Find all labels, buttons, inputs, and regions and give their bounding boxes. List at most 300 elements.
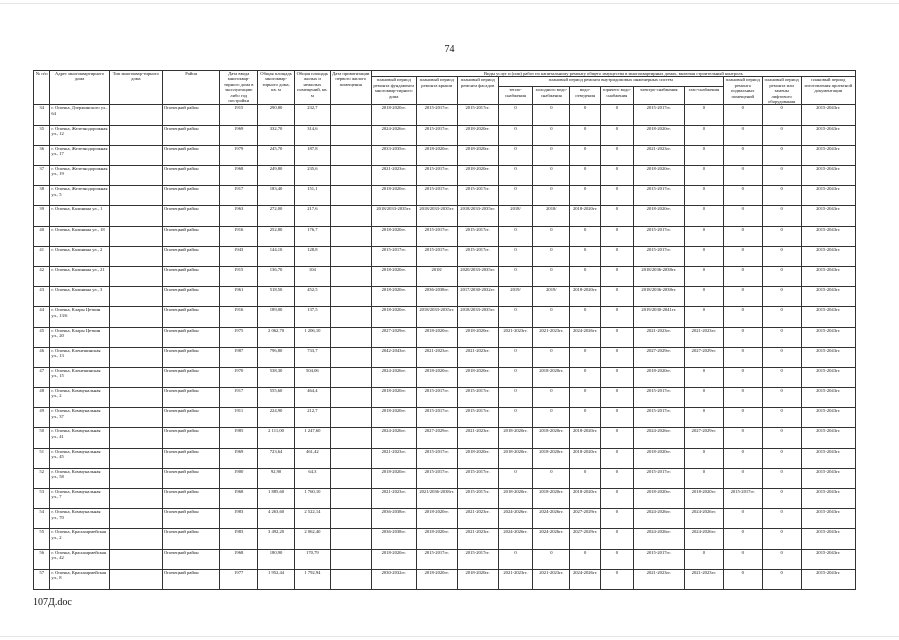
cell-roof: 2018-2020гг. [416,367,457,387]
cell-foundation: 2018-2020гг. [371,287,416,307]
cell-privatization [330,206,371,226]
cell-sewer: 2018-2020гг. [570,206,601,226]
table-row [34,347,856,367]
cell-district: Опочецкий район [162,186,219,206]
cell-total-area: 1 952,44 [258,569,295,589]
cell-elevator: 0 [762,266,801,286]
cell-living-area: 64,3 [294,468,330,488]
table-row [34,105,856,125]
cell-privatization [330,448,371,468]
cell-privatization [330,367,371,387]
cell-elevator: 0 [762,509,801,529]
cell-address: г. Опочка, Коммунальная ул., 2 [50,388,109,408]
cell-foundation: 2024-2026гг. [371,367,416,387]
cell-num: 51 [34,448,50,468]
cell-year: 1969 [220,448,258,468]
cell-elevator: 0 [762,145,801,165]
table-row [34,408,856,428]
header-hot-water: горячего водо-снабжения [600,87,633,105]
cell-cold-water: 0 [533,408,570,428]
cell-num: 46 [34,347,50,367]
cell-district: Опочецкий район [162,509,219,529]
cell-sewer: 0 [570,186,601,206]
cell-district: Опочецкий район [162,226,219,246]
cell-address: г. Опочка, Железнодорожная ул., 5 [50,186,109,206]
cell-hot-water: 0 [600,105,633,125]
table-row [34,468,856,488]
cell-address: г. Опочка, Красноармейская ул., 8 [50,569,109,589]
cell-basement: 0 [723,388,762,408]
table-row [34,388,856,408]
cell-docs: 2015-2043гг. [801,206,855,226]
cell-year: 1916 [220,226,258,246]
cell-foundation: 2015-2017гг. [371,246,416,266]
cell-elevator: 0 [762,428,801,448]
cell-num: 38 [34,186,50,206]
cell-total-area: 2 111,00 [258,428,295,448]
cell-address: г. Опочка, Калинина ул., 21 [50,266,109,286]
cell-heat: 2021-2023гг. [498,569,533,589]
cell-privatization [330,287,371,307]
cell-year: 1983 [220,509,258,529]
cell-docs: 2015-2043гг. [801,408,855,428]
cell-facade: 2018/2033-2035гг. [457,206,498,226]
cell-elevator: 0 [762,125,801,145]
cell-facade: 2015-2017гг. [457,408,498,428]
table-row [34,186,856,206]
cell-hot-water: 0 [600,549,633,569]
cell-elevator: 0 [762,105,801,125]
cell-year: 1983 [220,529,258,549]
cell-cold-water: 2018-2020гг. [533,448,570,468]
cell-sewer: 0 [570,166,601,186]
cell-total-area: 224,90 [258,408,295,428]
cell-num: 53 [34,489,50,509]
cell-district: Опочецкий район [162,287,219,307]
cell-living-area: 733,7 [294,347,330,367]
cell-foundation: 2018-2020гг. [371,105,416,125]
cell-district: Опочецкий район [162,529,219,549]
cell-foundation: 2036-2038гг. [371,529,416,549]
cell-sewer: 0 [570,549,601,569]
cell-type [109,347,162,367]
cell-num: 35 [34,125,50,145]
cell-roof: 2015-2017гг. [416,105,457,125]
cell-docs: 2015-2043гг. [801,266,855,286]
cell-total-area: 92,90 [258,468,295,488]
cell-district: Опочецкий район [162,428,219,448]
cell-type [109,549,162,569]
cell-num: 34 [34,105,50,125]
cell-district: Опочецкий район [162,206,219,226]
cell-hot-water: 0 [600,186,633,206]
cell-foundation: 2021-2023гг. [371,166,416,186]
table-row [34,125,856,145]
cell-docs: 2015-2043гг. [801,509,855,529]
cell-address: г. Опочка, Клары Цеткин ул., 20 [50,327,109,347]
cell-num: 42 [34,266,50,286]
cell-facade: 2017/2030-2032гг. [457,287,498,307]
cell-living-area: 212,7 [294,408,330,428]
cell-electric: 2018/2036-2038гг. [633,287,684,307]
cell-elevator: 0 [762,327,801,347]
cell-heat: 0 [498,145,533,165]
cell-district: Опочецкий район [162,388,219,408]
cell-total-area: 180,90 [258,549,295,569]
cell-roof: 2015-2017гг. [416,246,457,266]
cell-address: г. Опочка, Железнодорожная ул., 19 [50,166,109,186]
cell-elevator: 0 [762,489,801,509]
cell-hot-water: 0 [600,166,633,186]
cell-type [109,327,162,347]
cell-total-area: 252,80 [258,226,295,246]
cell-facade: 2015-2017гг. [457,246,498,266]
cell-cold-water: 2021-2023гг. [533,569,570,589]
table-row [34,307,856,327]
cell-district: Опочецкий район [162,327,219,347]
cell-hot-water: 0 [600,145,633,165]
cell-year: 1977 [220,569,258,589]
cell-cold-water: 2024-2026гг. [533,509,570,529]
cell-privatization [330,145,371,165]
header-address: Адрес многоквартирного дома [50,71,109,105]
cell-basement: 0 [723,468,762,488]
cell-gas: 0 [684,287,723,307]
cell-living-area: 2 062,40 [294,529,330,549]
cell-electric: 2015-2017гг. [633,246,684,266]
cell-elevator: 0 [762,287,801,307]
cell-gas: 0 [684,388,723,408]
cell-facade: 2018-2020гг. [457,166,498,186]
cell-type [109,125,162,145]
cell-basement: 0 [723,549,762,569]
cell-living-area: 137,5 [294,307,330,327]
cell-basement: 0 [723,125,762,145]
cell-hot-water: 0 [600,266,633,286]
cell-cold-water: 0 [533,105,570,125]
cell-address: г. Опочка, Железнодорожная ул., 17 [50,145,109,165]
cell-facade: 2015-2017гг. [457,186,498,206]
cell-sewer: 0 [570,388,601,408]
cell-gas: 0 [684,468,723,488]
cell-total-area: 723,64 [258,448,295,468]
cell-total-area: 2 062,70 [258,327,295,347]
cell-total-area: 272,00 [258,206,295,226]
cell-num: 48 [34,388,50,408]
cell-docs: 2015-2043гг. [801,428,855,448]
cell-num: 41 [34,246,50,266]
cell-year: 1968 [220,549,258,569]
cell-living-area: 104 [294,266,330,286]
cell-type [109,489,162,509]
cell-year: 1917 [220,388,258,408]
cell-year: 1961 [220,287,258,307]
cell-address: г. Опочка, Калинина ул., 3 [50,287,109,307]
table-body [34,105,856,590]
cell-electric: 2015-2017гг. [633,105,684,125]
cell-basement: 0 [723,569,762,589]
cell-privatization [330,468,371,488]
table-row [34,246,856,266]
cell-electric: 2027-2029гг. [633,347,684,367]
cell-foundation: 2042-2043гг. [371,347,416,367]
header-works-group: Виды услуг и (или) работ по капитальному ремонту общего имущества в многоквартирных домах, включая строительный контроль [371,71,855,77]
cell-foundation: 2024-2026гг. [371,125,416,145]
cell-cold-water: 2018-2020гг. [533,367,570,387]
cell-electric: 2018-2020гг. [633,448,684,468]
cell-elevator: 0 [762,529,801,549]
cell-num: 52 [34,468,50,488]
cell-docs: 2015-2043гг. [801,489,855,509]
cell-roof: 2036-2038гг. [416,287,457,307]
table-row [34,287,856,307]
cell-type [109,287,162,307]
cell-cold-water: 0 [533,307,570,327]
cell-basement: 0 [723,529,762,549]
cell-roof: 2018-2020гг. [416,569,457,589]
cell-living-area: 232,7 [294,105,330,125]
cell-docs: 2015-2043гг. [801,388,855,408]
table-row [34,327,856,347]
cell-foundation: 2027-2029гг. [371,327,416,347]
cell-gas: 0 [684,246,723,266]
cell-sewer: 2027-2029гг. [570,509,601,529]
cell-facade: 2018-2020гг. [457,569,498,589]
cell-district: Опочецкий район [162,549,219,569]
cell-cold-water: 0 [533,266,570,286]
cell-gas: 0 [684,367,723,387]
cell-foundation: 2021-2023гг. [371,448,416,468]
cell-district: Опочецкий район [162,307,219,327]
cell-cold-water: 2018-2020гг. [533,428,570,448]
cell-facade: 2015-2017гг. [457,388,498,408]
cell-living-area: 452,5 [294,287,330,307]
cell-basement: 0 [723,287,762,307]
cell-num: 39 [34,206,50,226]
cell-electric: 2015-2017гг. [633,468,684,488]
header-total-area: Общая площадь многоквар-тирного дома, кв. м [258,71,295,105]
cell-num: 49 [34,408,50,428]
cell-elevator: 0 [762,226,801,246]
cell-basement: 0 [723,105,762,125]
header-district: Район [162,71,219,105]
cell-privatization [330,226,371,246]
cell-foundation: 2018-2020гг. [371,226,416,246]
cell-privatization [330,327,371,347]
cell-num: 45 [34,327,50,347]
cell-electric: 2024-2026гг. [633,529,684,549]
cell-hot-water: 0 [600,287,633,307]
header-facade: плановый период ремонта фасадов [457,77,498,105]
cell-gas: 0 [684,166,723,186]
cell-year: 1987 [220,347,258,367]
cell-num: 50 [34,428,50,448]
cell-hot-water: 0 [600,347,633,367]
cell-docs: 2015-2043гг. [801,226,855,246]
cell-roof: 2027-2029гг. [416,428,457,448]
cell-gas: 0 [684,549,723,569]
cell-docs: 2015-2043гг. [801,246,855,266]
table-row [34,145,856,165]
table-row [34,266,856,286]
cell-basement: 0 [723,145,762,165]
cell-address: г. Опочка, Калинина ул., 18 [50,226,109,246]
cell-gas: 2024-2026гг. [684,509,723,529]
cell-gas: 0 [684,226,723,246]
cell-type [109,266,162,286]
cell-total-area: 796,80 [258,347,295,367]
header-elevator: плановый период ремонта или замены лифтового оборудования [762,77,801,105]
cell-cold-water: 0 [533,145,570,165]
cell-living-area: 235,6 [294,166,330,186]
cell-elevator: 0 [762,166,801,186]
cell-num: 40 [34,226,50,246]
cell-elevator: 0 [762,388,801,408]
cell-address: г. Опочка, Красноармейская ул., 42 [50,549,109,569]
cell-heat: 2018-2020гг. [498,489,533,509]
cell-elevator: 0 [762,206,801,226]
cell-foundation: 2024-2026гг. [371,428,416,448]
cell-roof: 2021/2036-2038гг. [416,489,457,509]
cell-privatization [330,529,371,549]
cell-total-area: 245,70 [258,145,295,165]
cell-living-area: 187,8 [294,145,330,165]
cell-hot-water: 0 [600,509,633,529]
cell-hot-water: 0 [600,226,633,246]
cell-docs: 2015-2043гг. [801,307,855,327]
cell-sewer: 0 [570,145,601,165]
cell-foundation: 2018-2020гг. [371,388,416,408]
cell-district: Опочецкий район [162,166,219,186]
cell-roof: 2015-2017гг. [416,408,457,428]
cell-hot-water: 0 [600,489,633,509]
cell-basement: 0 [723,367,762,387]
cell-docs: 2015-2043гг. [801,569,855,589]
cell-electric: 2018/2036-2038гг. [633,266,684,286]
cell-basement: 0 [723,206,762,226]
cell-sewer: 0 [570,125,601,145]
cell-cold-water: 0 [533,226,570,246]
cell-living-area: 2 522,14 [294,509,330,529]
cell-district: Опочецкий район [162,347,219,367]
cell-basement: 2015-2017гг. [723,489,762,509]
cell-elevator: 0 [762,246,801,266]
cell-year: 1969 [220,125,258,145]
cell-foundation: 2030-2032гг. [371,569,416,589]
cell-living-area: 1 792,94 [294,569,330,589]
capital-repair-table-container [33,70,856,590]
cell-foundation: 2033-2035гг. [371,145,416,165]
cell-num: 54 [34,509,50,529]
header-foundation: плановый период ремонта фундамента многоквар-тирного дома [371,77,416,105]
cell-facade: 2015-2017гг. [457,489,498,509]
cell-basement: 0 [723,186,762,206]
cell-address: г. Опочка, Коммунальная ул., 37 [50,408,109,428]
header-cold-water: холодного водо-снабжения [533,87,570,105]
cell-privatization [330,246,371,266]
cell-sewer: 0 [570,347,601,367]
cell-roof: 2015-2017гг. [416,226,457,246]
cell-district: Опочецкий район [162,266,219,286]
cell-roof: 2018/2033-2035гг. [416,307,457,327]
cell-facade: 2021-2023гг. [457,529,498,549]
cell-docs: 2015-2043гг. [801,186,855,206]
cell-roof: 2018/2033-2035гг. [416,206,457,226]
cell-address: г. Опочка, Калинина ул., 1 [50,206,109,226]
cell-elevator: 0 [762,569,801,589]
cell-type [109,105,162,125]
cell-electric: 2018-2020гг. [633,166,684,186]
header-num: № п/п [34,71,50,105]
cell-elevator: 0 [762,448,801,468]
cell-year: 1917 [220,186,258,206]
cell-heat: 0 [498,166,533,186]
cell-living-area: 1 206,10 [294,327,330,347]
cell-heat: 0 [498,307,533,327]
cell-heat: 0 [498,226,533,246]
cell-type [109,428,162,448]
cell-heat: 2019/ [498,287,533,307]
cell-electric: 2015-2017гг. [633,186,684,206]
cell-roof: 2018-2020гг. [416,529,457,549]
cell-total-area: 555,60 [258,388,295,408]
cell-district: Опочецкий район [162,489,219,509]
cell-type [109,529,162,549]
cell-sewer: 2018-2020гг. [570,489,601,509]
cell-address: г. Опочка, Коммунальная ул., 41 [50,428,109,448]
cell-facade: 2018-2020гг. [457,125,498,145]
cell-basement: 0 [723,166,762,186]
page-number: 74 [444,44,455,55]
cell-cold-water: 0 [533,347,570,367]
cell-living-area: 314,6 [294,125,330,145]
cell-foundation: 2018-2020гг. [371,266,416,286]
cell-gas: 0 [684,448,723,468]
cell-hot-water: 0 [600,307,633,327]
cell-year: 1963 [220,206,258,226]
cell-year: 1968 [220,166,258,186]
cell-facade: 2015-2017гг. [457,468,498,488]
cell-facade: 2018-2020гг. [457,448,498,468]
cell-heat: 0 [498,388,533,408]
cell-gas: 2021-2023гг. [684,569,723,589]
cell-cold-water: 0 [533,246,570,266]
cell-total-area: 136,70 [258,266,295,286]
table-row [34,206,856,226]
cell-type [109,166,162,186]
cell-sewer: 2024-2026гг. [570,327,601,347]
cell-privatization [330,388,371,408]
cell-heat: 2024-2026гг. [498,509,533,529]
cell-type [109,226,162,246]
cell-year: 1968 [220,489,258,509]
cell-type [109,206,162,226]
cell-cold-water: 2024-2026гг. [533,529,570,549]
cell-sewer: 0 [570,246,601,266]
header-utilities-group: плановый период ремонта внутридомовых инженерных систем [498,77,723,87]
cell-cold-water: 0 [533,549,570,569]
cell-total-area: 538,30 [258,367,295,387]
cell-gas: 0 [684,186,723,206]
cell-total-area: 4 263,60 [258,509,295,529]
cell-hot-water: 0 [600,448,633,468]
cell-foundation: 2018-2020гг. [371,549,416,569]
cell-district: Опочецкий район [162,408,219,428]
cell-year: 1911 [220,408,258,428]
cell-num: 47 [34,367,50,387]
cell-cold-water: 0 [533,186,570,206]
cell-total-area: 3 492,20 [258,529,295,549]
